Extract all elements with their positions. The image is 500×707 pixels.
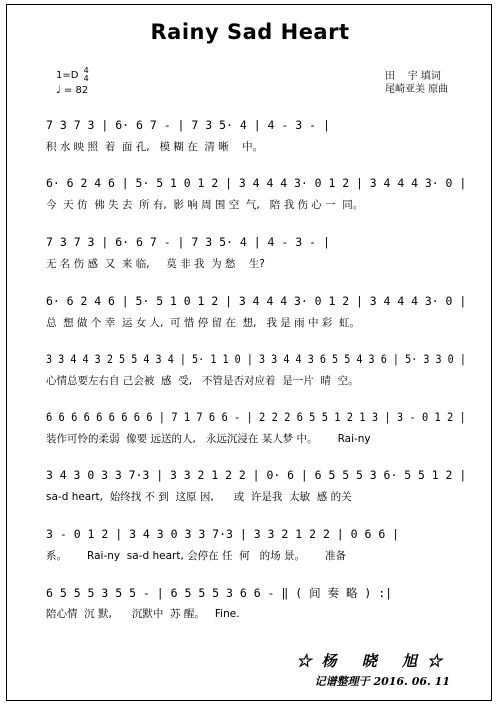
row-notation: 6 5 5 5 3 5 5 - | 6 5 5 5 3 6 6 - ‖ ( 间 奏 略 ) :| [46,586,393,600]
row-lyrics: 装作可怜的柔弱 像要 远送的人, 永远沉浸在 某人梦 中。 Rai-ny [46,433,371,445]
song-title: Rainy Sad Heart [150,20,350,44]
tempo-value: = 82 [63,85,89,96]
row-notation: 6 6 6 6 6 6 6 6 6 | 7 1 7 6 6 - | 2 2 2 6 5 5 1 2 1 3 | 3 - 0 1 2 | [46,410,466,424]
row-lyrics: 今 天 仿 佛 失 去 所 有, 影 响 周 围 空 气, 陪 我 伤 心 一 同。 [46,199,364,211]
row-lyrics: 系。 Rai-ny sa-d heart, 会停在 任 何 的场 景。 准备 [46,550,347,562]
time-signature [84,67,89,83]
row-notation: 3 - 0 1 2 | 3 4 3 0 3 3 7·3 | 3 3 2 1 2 2 | 0 6 6 | [46,527,400,541]
row-notation: 6· 6 2 4 6 | 5· 5 1 0 1 2 | 3 4 4 4 3· 0 1 2 | 3 4 4 4 3· 0 | [46,176,466,190]
tempo-marking [56,85,88,96]
arranger-signature: ☆杨 晓 旭☆ [296,652,452,670]
time-signature-top: 4 [83,66,89,75]
key-label: 1=D [56,70,79,81]
key-signature [56,67,89,83]
row-lyrics: 无 名 伤 感 又 来 临, 莫 非 我 为 愁 生? [46,258,265,270]
time-signature-bottom: 4 [83,74,89,83]
row-lyrics: 积 水 映 照 着 面 孔, 模 糊 在 清 晰 中。 [46,141,264,153]
row-notation: 6· 6 2 4 6 | 5· 5 1 0 1 2 | 3 4 4 4 3· 0 1 2 | 3 4 4 4 3· 0 | [46,294,466,308]
row-notation: 3 4 3 0 3 3 7·3 | 3 3 2 1 2 2 | 0· 6 | 6 5 5 5 3 6· 5 5 1 2 | [46,468,466,482]
row-lyrics: 心情总要左右自 己会被 感 受, 不管是否对应着 是一片 晴 空。 [46,375,359,387]
row-lyrics: 总 想 做 个 幸 运 女 人, 可 惜 停 留 在 想, 我 是 雨 中 彩 虹。 [46,317,360,329]
arrangement-date: 记谱整理于 2016. 06. 11 [314,675,450,688]
row-lyrics: 陪心情 沉 默, 沉默中 苏 醒。 Fine. [46,608,240,620]
row-lyrics: sa-d heart, 始终找 不 到 这原 因, 或 许是我 太敏 感 的关 [46,491,352,503]
row-notation: 7 3 7 3 | 6· 6 7 - | 7 3 5· 4 | 4 - 3 - | [46,118,330,132]
quarter-note-icon: ♩ [56,85,61,96]
row-notation: 3 3 4 4 3 2 5 5 4 3 4 | 5· 1 1 0 | 3 3 4 4 3 6 5 5 4 3 6 | 5· 3 3 0 | [46,352,466,366]
row-notation: 7 3 7 3 | 6· 6 7 - | 7 3 5· 4 | 4 - 3 - | [46,235,330,249]
lyricist-credit: 田 宇 填词 [385,71,441,82]
credits [385,70,448,96]
composer-credit: 尾崎亚美 原曲 [385,84,449,95]
